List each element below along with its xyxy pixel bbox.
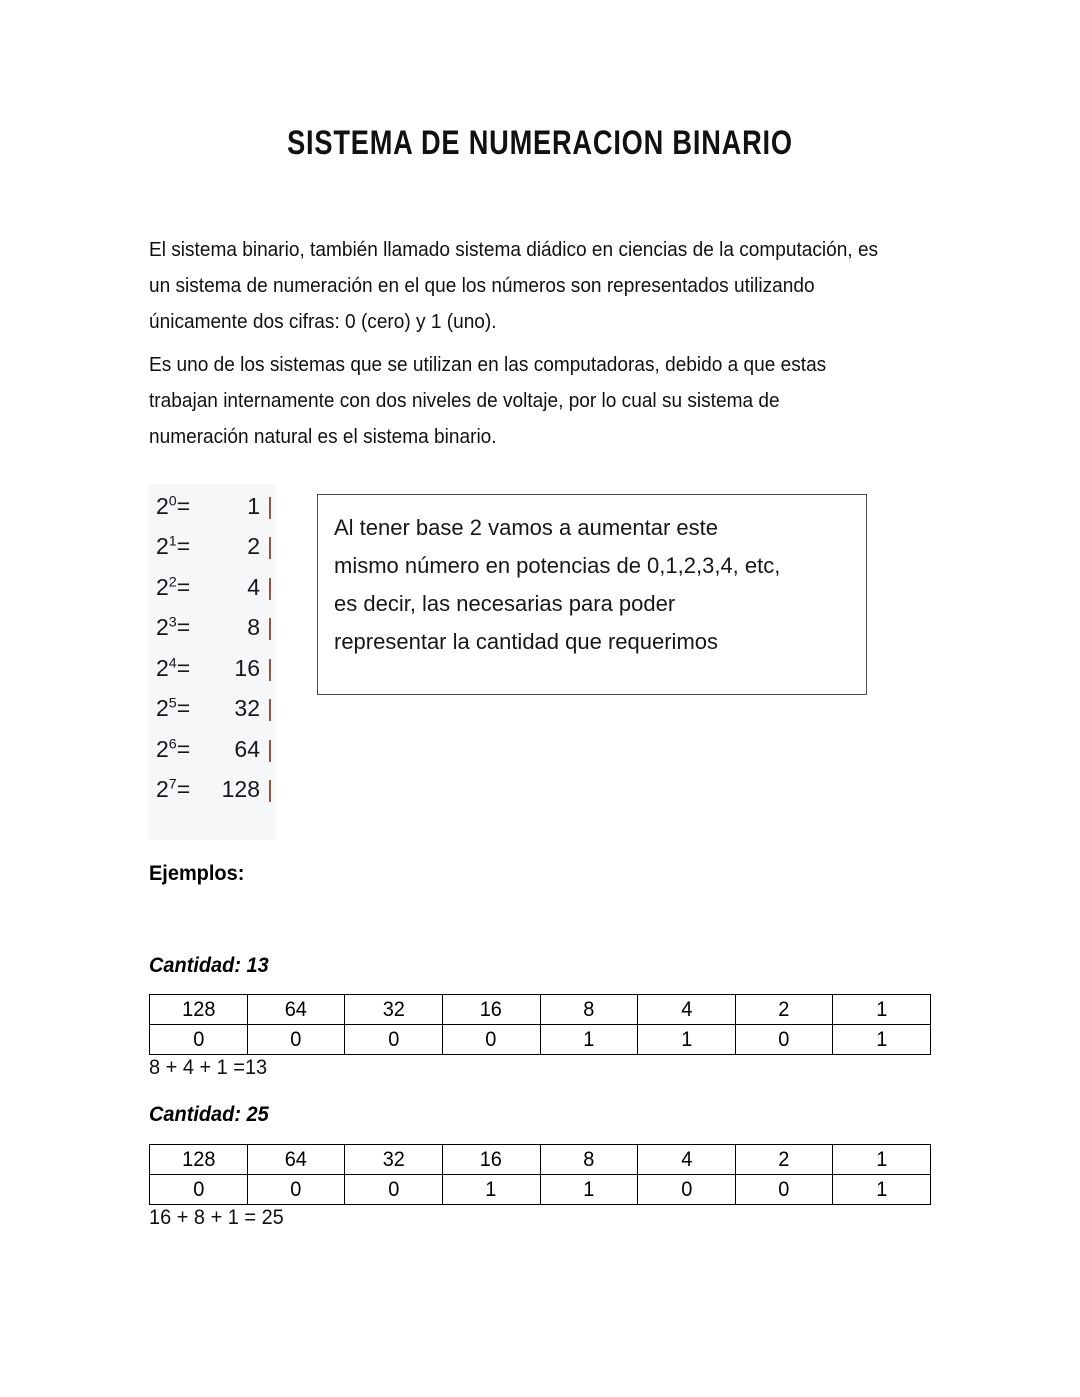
powers-of-two-list [148,484,276,840]
place-value-cell: 4 [640,995,733,1025]
binary-table-1 [149,994,931,1055]
page-title: SISTEMA DE NUMERACION BINARIO [287,124,793,162]
power-expression: $2^1=$ [156,533,191,560]
place-value-cell: 2 [738,1145,831,1175]
power-cursor-bar-icon: | [267,654,273,681]
place-value-cell: 32 [347,995,440,1025]
place-value-cell: 2 [738,995,831,1025]
power-cursor-bar-icon: | [267,776,273,803]
power-expression: $2^2=$ [156,573,191,600]
table-row [150,995,931,1025]
power-exponent: 6 [168,736,177,753]
bit-cell: 0 [347,1025,440,1055]
place-value-cell: 32 [347,1145,440,1175]
power-cursor-bar-icon: | [267,492,273,519]
example-label-2: Cantidad: 25 [149,1103,269,1126]
bit-cell: 0 [640,1175,733,1205]
power-expression: $2^5=$ [156,695,191,722]
bit-cell: 0 [152,1175,245,1205]
place-value-cell: 4 [640,1145,733,1175]
bit-cell: 1 [445,1175,538,1205]
power-expression: $2^0=$ [156,492,191,519]
bit-cell: 0 [738,1175,831,1205]
power-value: 128 [221,776,260,803]
bit-cell: 0 [250,1025,343,1055]
place-value-cell: 8 [542,1145,635,1175]
explanation-note-box [317,494,867,695]
power-exponent: 0 [168,493,177,510]
power-row [148,608,276,649]
power-cursor-bar-icon: | [267,695,273,722]
power-row [148,648,276,689]
place-value-cell: 8 [542,995,635,1025]
place-value-cell: 64 [250,995,343,1025]
table-row [150,1145,931,1175]
note-line: mismo número en potencias de 0,1,2,3,4, etc, [334,553,781,578]
table-row [150,1175,931,1205]
power-row [148,770,276,811]
power-cursor-bar-icon: | [267,573,273,600]
place-value-cell: 1 [835,1145,928,1175]
examples-heading: Ejemplos: [149,862,245,885]
note-line: representar la cantidad que requerimos [334,629,719,654]
bit-cell: 0 [152,1025,245,1055]
bit-cell: 1 [542,1025,635,1055]
power-exponent: 7 [168,776,177,793]
bit-cell: 1 [835,1175,928,1205]
bit-cell: 0 [738,1025,831,1055]
power-exponent: 3 [168,614,177,631]
power-expression: $2^7=$ [156,776,191,803]
power-value: 4 [247,573,260,600]
place-value-cell: 64 [250,1145,343,1175]
note-line: es decir, las necesarias para poder [334,591,676,616]
power-value: 16 [234,654,260,681]
power-row [148,567,276,608]
note-line: Al tener base 2 vamos a aumentar este [334,515,718,540]
power-exponent: 4 [168,655,177,672]
bit-cell: 0 [445,1025,538,1055]
power-expression: $2^3=$ [156,614,191,641]
place-value-cell: 1 [835,995,928,1025]
place-value-cell: 16 [445,1145,538,1175]
power-value: 64 [234,735,260,762]
table-row [150,1025,931,1055]
power-value: 1 [247,492,260,519]
bit-cell: 0 [250,1175,343,1205]
power-row [148,527,276,568]
power-value: 8 [247,614,260,641]
bit-cell: 1 [542,1175,635,1205]
power-exponent: 2 [168,574,177,591]
place-value-cell: 16 [445,995,538,1025]
power-exponent: 1 [168,533,177,550]
place-value-cell: 128 [152,1145,245,1175]
power-cursor-bar-icon: | [267,735,273,762]
power-value: 2 [247,533,260,560]
bit-cell: 0 [347,1175,440,1205]
bit-cell: 1 [640,1025,733,1055]
example-label-1: Cantidad: 13 [149,954,269,977]
power-row [148,689,276,730]
power-row [148,729,276,770]
power-value: 32 [234,695,260,722]
intro-paragraph-1: El sistema binario, también llamado sistema diádico en ciencias de la computación, es un sistema de numeración en el que los números son representados utilizando únicamente dos cifras: 0 (cero) y 1 (uno). [149,238,879,333]
power-exponent: 5 [168,695,177,712]
intro-paragraph-2: Es uno de los sistemas que se utilizan en las computadoras, debido a que estas trabajan internamente con dos niveles de voltaje, por lo cual su sistema de numeración natural es el sistema binario. [149,353,827,448]
place-value-cell: 128 [152,995,245,1025]
example-sum-1: 8 + 4 + 1 =13 [149,1056,268,1079]
bit-cell: 1 [835,1025,928,1055]
power-expression: $2^6=$ [156,735,191,762]
power-row [148,486,276,527]
power-cursor-bar-icon: | [267,614,273,641]
power-expression: $2^4=$ [156,654,191,681]
example-sum-2: 16 + 8 + 1 = 25 [149,1206,284,1229]
power-cursor-bar-icon: | [267,533,273,560]
binary-table-2 [149,1144,931,1205]
